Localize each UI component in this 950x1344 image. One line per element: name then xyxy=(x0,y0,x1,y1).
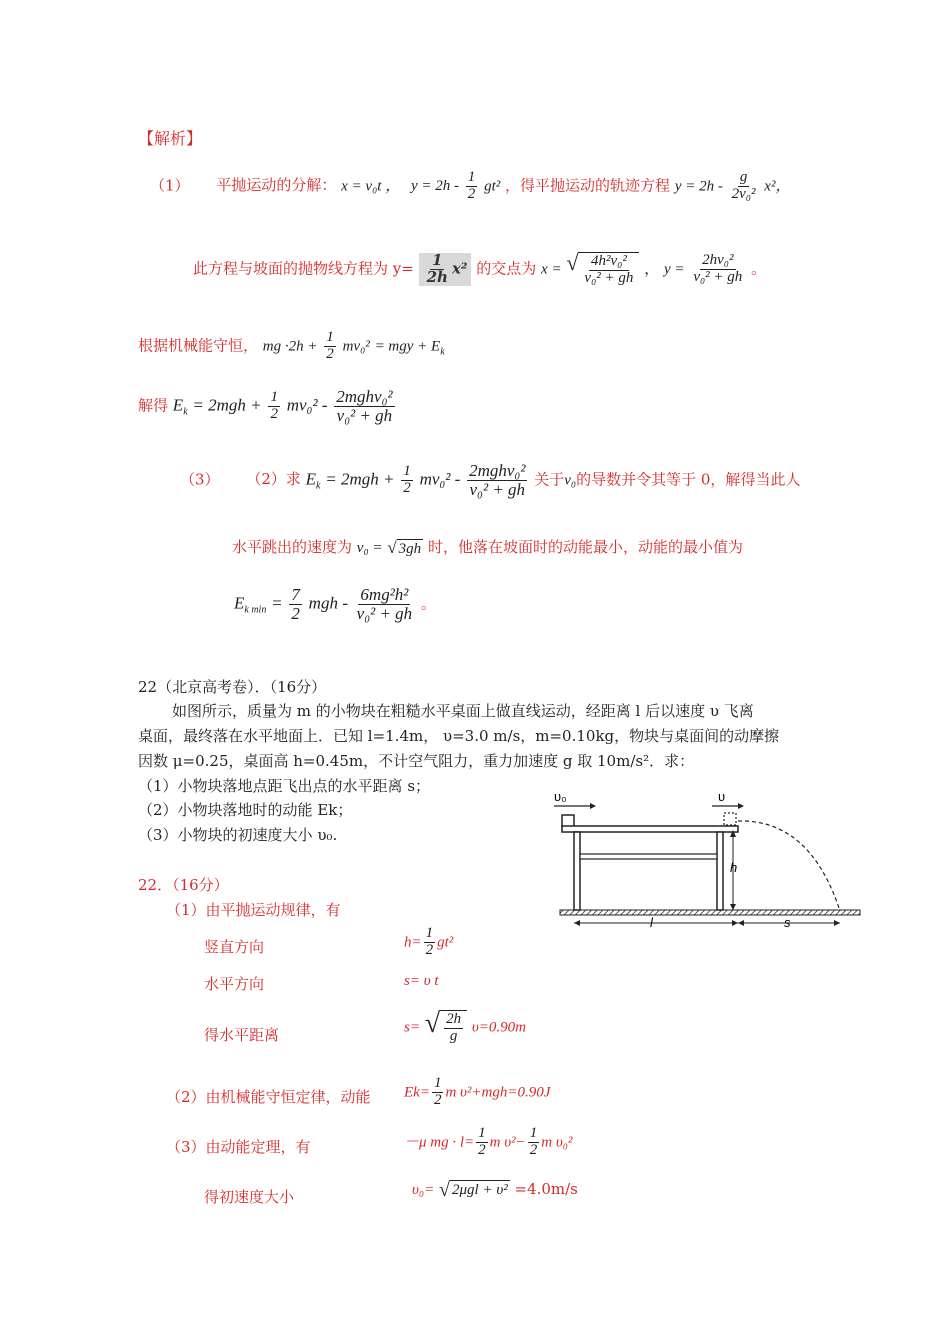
table-projectile-figure xyxy=(552,785,864,930)
sol1b-eq-x: x = xyxy=(541,261,562,278)
sol1-eq2b: gt² xyxy=(484,178,501,195)
fig-label-v: υ xyxy=(718,789,726,804)
trajectory-curve xyxy=(738,821,840,911)
solution-header: 【解析】 xyxy=(138,129,203,148)
answer-step2: （2）由机械能守恒定律，动能 xyxy=(166,1088,371,1106)
solve-text: 解得 xyxy=(138,396,169,415)
answer-title: 22．（16分） xyxy=(138,876,229,894)
fig-label-v0: υ₀ xyxy=(554,789,567,804)
table-leg-left xyxy=(574,832,580,910)
energy-text: 根据机械能守恒， xyxy=(138,336,259,355)
sol1-half: $\frac{1}{2}$ xyxy=(467,169,476,202)
vertical-equation: h= $\frac{1}{2}$ gt² xyxy=(404,925,454,958)
sol1b-eq-y: y = xyxy=(664,261,685,278)
vertical-label: 竖直方向 xyxy=(204,938,265,956)
block-edge xyxy=(724,813,736,825)
answer-step1: （1）由平抛运动规律，有 xyxy=(166,901,341,919)
sol1b-text1: 此方程与坡面的抛物线方程为 y= xyxy=(193,259,414,278)
sol1-eq3a: y = 2h - xyxy=(674,178,723,195)
question-3: （3）小物块的初速度大小 υ₀. xyxy=(138,826,338,844)
block-start xyxy=(562,815,574,827)
answer-step3: （3）由动能定理，有 xyxy=(166,1138,311,1156)
kinetic-energy-equation: Ek= $\frac{1}{2}$ m υ²+mgh=0.90J xyxy=(404,1075,551,1108)
sol1-eq1: x = v₀t ， xyxy=(341,178,401,195)
ground xyxy=(560,910,860,915)
sol1-text2: ，得平抛运动的轨迹方程 xyxy=(505,176,671,195)
v0-label: 得初速度大小 xyxy=(204,1188,295,1206)
sol1-line xyxy=(150,170,790,203)
sol1-text1: 平抛运动的分解： xyxy=(216,176,337,195)
sol1-eq2a: y = 2h - xyxy=(410,178,460,195)
energy-line: 根据机械能守恒， mg ·2h + $\frac{1}{2}$ mv₀² = mgy + $E_k$ xyxy=(138,329,445,362)
sol1-eq3-frac: $\frac{g}{\text{2v₀²}}$ xyxy=(731,169,756,202)
sol1b-line: 此方程与坡面的抛物线方程为 y= $\frac{1}{2h}$ x² 的交点为 x = √ $\frac{\text{4h²v₀²}}{\text{v₀² + gh}}$ ， y = $\frac{\text{2hv₀²}}{\text{v₀² + gh}}$ 。 xyxy=(193,250,767,286)
sol3-label: （3） xyxy=(180,470,220,489)
sol1-eq3b: x²， xyxy=(764,178,791,195)
sol1b-y-frac: $\frac{\text{2hv₀²}}{\text{v₀² + gh}}$ xyxy=(693,252,743,285)
work-energy-equation: －μ mg · l= $\frac{1}{2}$ m υ²− $\frac{1}{2}$ m υ₀² xyxy=(404,1125,573,1158)
parabola-image: $\frac{1}{2h}$ x² xyxy=(419,253,472,286)
solve-line: 解得 $E_k = 2mgh$ + $\frac{1}{2}$ mv₀² - $\frac{\text{2mghv₀²}}{\text{v₀² + gh}}$ xyxy=(138,387,393,425)
table-leg-right xyxy=(717,832,723,910)
sol3-line1: （3） （2）求 $E_k = 2mgh$ + $\frac{1}{2}$ mv₀² - $\frac{\text{2mghv₀²}}{\text{v₀² + gh}}$ 关于v₀的导数并令其等于 0，解得当此人 xyxy=(180,461,801,499)
question-2: （2）小物块落地时的动能 Ek； xyxy=(138,801,353,819)
problem-p3: 因数 μ=0.25，桌面高 h=0.45m，不计空气阻力，重力加速度 g 取 10m/s²．求： xyxy=(138,752,695,770)
problem-title: 22（北京高考卷）．（16分） xyxy=(138,678,327,696)
problem-p2: 桌面，最终落在水平地面上．已知 l=1.4m， υ=3.0 m/s，m=0.10kg，物块与桌面间的动摩擦 xyxy=(138,727,780,745)
fig-label-s: s xyxy=(784,915,791,930)
sol3-line3: $E_{k min}$ = $\frac{7}{2}$ mgh - $\frac{\text{6mg²h²}}{\text{v₀² + gh}}$ 。 xyxy=(234,585,436,623)
table-top xyxy=(562,826,738,832)
fig-label-h: h xyxy=(730,860,738,875)
problem-p1: 如图所示，质量为 m 的小物块在粗糙水平桌面上做直线运动，经距离 l 后以速度 υ 飞离 xyxy=(172,702,754,720)
sol3-line2: 水平跳出的速度为 v₀ = √ 3gh 时，他落在坡面时的动能最小，动能的最小值为 xyxy=(232,537,743,557)
horizontal-label: 水平方向 xyxy=(204,975,265,993)
question-1: （1）小物块落地点距飞出点的水平距离 s； xyxy=(138,777,431,795)
table-crossbar xyxy=(580,854,717,859)
sol1b-x-sqrt: √ $\frac{\text{4h²v₀²}}{\text{v₀² + gh}}$ xyxy=(566,252,639,287)
distance-equation: s= √ $\frac{2h}{g}$ υ=0.90m xyxy=(404,1008,526,1044)
fig-label-l: l xyxy=(650,915,653,930)
v0-equation: υ₀= √ 2μgl + υ² =4.0m/s xyxy=(412,1179,578,1201)
horizontal-equation: s= υ t xyxy=(404,973,439,989)
sol1-label: （1） xyxy=(150,176,190,195)
sol1b-text2: 的交点为 xyxy=(476,259,537,278)
distance-label: 得水平距离 xyxy=(204,1026,280,1044)
